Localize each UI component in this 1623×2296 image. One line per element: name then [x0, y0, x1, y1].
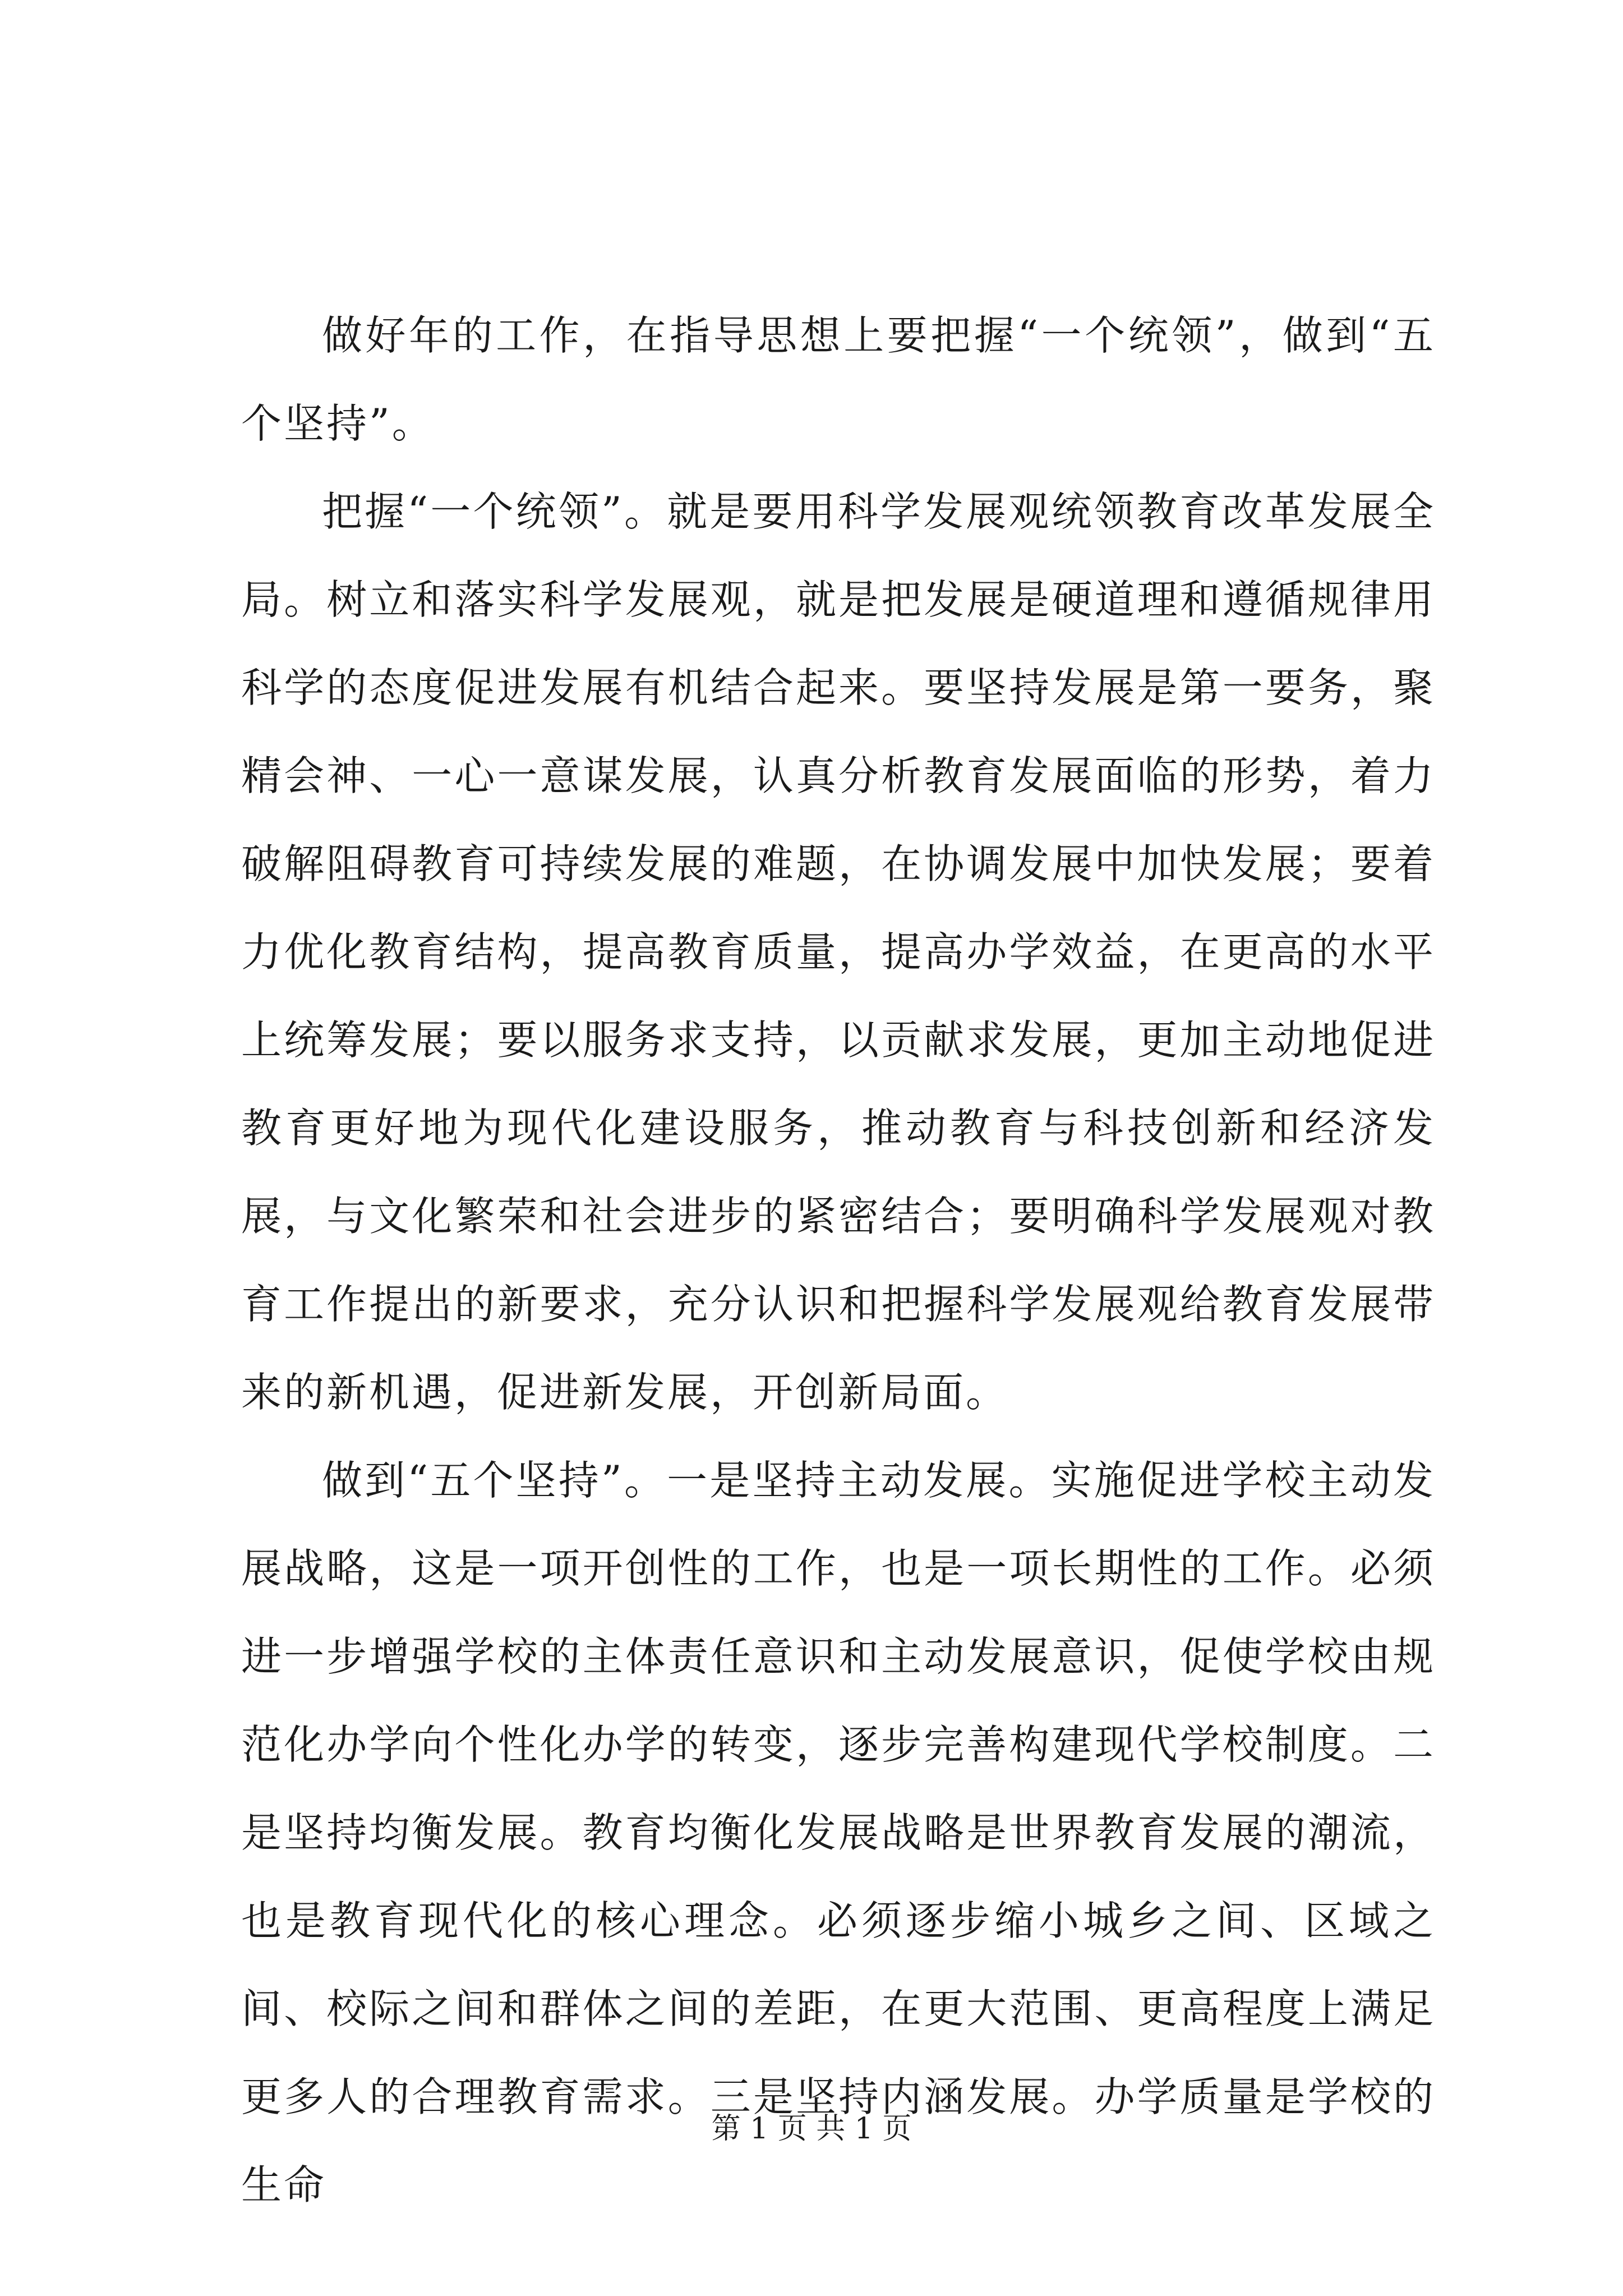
paragraph-intro: 做好年的工作，在指导思想上要把握“一个统领”，做到“五个坚持”。 — [241, 312, 1436, 447]
paragraph-one-guideline: 把握“一个统领”。就是要用科学发展观统领教育改革发展全局。树立和落实科学发展观，就是把发展是硬道理和遵循规律用科学的态度促进发展有机结合起来。要坚持发展是第一要务，聚精会神、一心一意谋发展，认真分析教育发展面临的形势，着力破解阻碍教育可持续发展的难题，在协调发展中加快发展；要着力优化教育结构，提高教育质量，提高办学效益，在更高的水平上统筹发展；要以服务求支持，以贡献求发展，更加主动地促进教育更好地为现代化建设服务，推动教育与科技创新和经济发展，与文化繁荣和社会进步的紧密结合；要明确科学发展观对教育工作提出的新要求，充分认识和把握科学发展观给教育发展带来的新机遇，促进新发展，开创新局面。 — [241, 488, 1436, 1416]
page-footer: 第 1 页 共 1 页 — [711, 2112, 912, 2146]
document-body — [241, 292, 1436, 2229]
paragraph-five-principles: 做到“五个坚持”。一是坚持主动发展。实施促进学校主动发展战略，这是一项开创性的工作，也是一项长期性的工作。必须进一步增强学校的主体责任意识和主动发展意识，促使学校由规范化办学向个性化办学的转变，逐步完善构建现代学校制度。二是坚持均衡发展。教育均衡化发展战略是世界教育发展的潮流，也是教育现代化的核心理念。必须逐步缩小城乡之间、区域之间、校际之间和群体之间的差距，在更大范围、更高程度上满足更多人的合理教育需求。三是坚持内涵发展。办学质量是学校的生命 — [241, 1457, 1436, 2208]
